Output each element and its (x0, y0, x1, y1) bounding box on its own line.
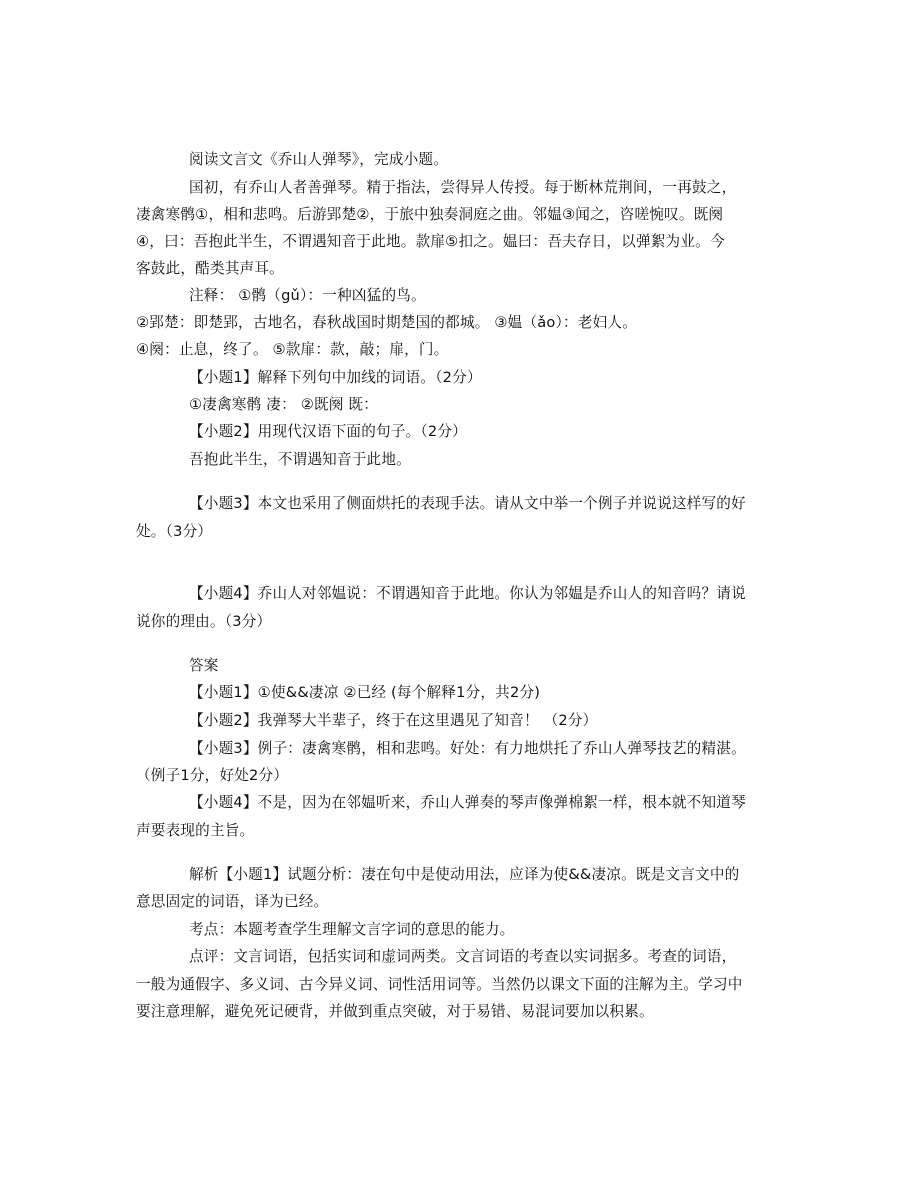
answer-3: 【小题3】例子：凄禽寒鹘，相和悲鸣。好处：有力地烘托了乔山人弹琴技艺的精湛。 (189, 740, 746, 757)
question-3: 【小题3】本文也采用了侧面烘托的表现手法。请从文中举一个例子并说说这样写的好 (189, 495, 746, 512)
note-line: ②郢楚：即楚郢，古地名，春秋战国时期楚国的都城。 ③媪（ǎo）：老妇人。 (136, 314, 637, 331)
note-line: ④阕：止息，终了。 ⑤款扉：款，敲；扉，门。 (136, 341, 449, 358)
answer-4-cont: 声要表现的主旨。 (136, 822, 255, 839)
passage-line: 凄禽寒鹘①，相和悲鸣。后游郢楚②，于旅中独奏洞庭之曲。邻媪③闻之，咨嗟惋叹。既阕 (136, 206, 724, 223)
question-3-cont: 处。（3分） (136, 523, 213, 540)
analysis-dianping-cont: 一般为通假字、多义词、古今异义词、词性活用词等。当然仍以课文下面的注解为主。学习中 (136, 976, 743, 993)
question-4-cont: 说你的理由。（3分） (136, 613, 272, 630)
passage-line: 客鼓此，酷类其声耳。 (136, 260, 284, 277)
passage-line: ④，曰：吾抱此半生，不谓遇知音于此地。款扉⑤扣之。媪曰：吾夫存日，以弹絮为业。今 (136, 233, 725, 250)
note-line: 注释： ①鹘（gǔ）：一种凶猛的鸟。 (189, 287, 426, 304)
analysis-line: 解析【小题1】试题分析：凄在句中是使动用法，应译为使&&凄凉。既是文言文中的 (189, 866, 740, 883)
answer-1: 【小题1】①使&&凄凉 ②已经 (每个解释1分，共2分) (189, 684, 541, 701)
question-1: 【小题1】解释下列句中加线的词语。（2分） (189, 369, 482, 386)
question-1-items: ①凄禽寒鹘 凄： ②既阕 既： (189, 396, 379, 413)
analysis-dianping: 点评：文言词语，包括实词和虚词两类。文言词语的考查以实词据多。考查的词语， (189, 948, 737, 965)
passage-instruction: 阅读文言文《乔山人弹琴》，完成小题。 (189, 151, 448, 168)
answer-2: 【小题2】我弹琴大半辈子，终于在这里遇见了知音！ （2分） (189, 712, 598, 729)
question-2-sentence: 吾抱此半生，不谓遇知音于此地。 (189, 451, 411, 468)
answer-heading: 答案 (189, 657, 219, 674)
question-2: 【小题2】用现代汉语下面的句子。（2分） (189, 423, 467, 440)
analysis-kaodian: 考点：本题考查学生理解文言字词的意思的能力。 (189, 921, 515, 938)
answer-3-cont: （例子1分，好处2分） (136, 767, 289, 784)
analysis-dianping-cont: 要注意理解，避免死记硬背，并做到重点突破，对于易错、易混词要加以积累。 (136, 1003, 654, 1020)
answer-4: 【小题4】不是，因为在邻媪听来，乔山人弹奏的琴声像弹棉絮一样，根本就不知道琴 (189, 794, 746, 811)
passage-line: 国初，有乔山人者善弹琴。精于指法，尝得异人传授。每于断林荒荆间，一再鼓之， (189, 179, 737, 196)
analysis-line: 意思固定的词语，译为已经。 (136, 893, 329, 910)
question-4: 【小题4】乔山人对邻媪说：不谓遇知音于此地。你认为邻媪是乔山人的知音吗？请说 (189, 585, 746, 602)
